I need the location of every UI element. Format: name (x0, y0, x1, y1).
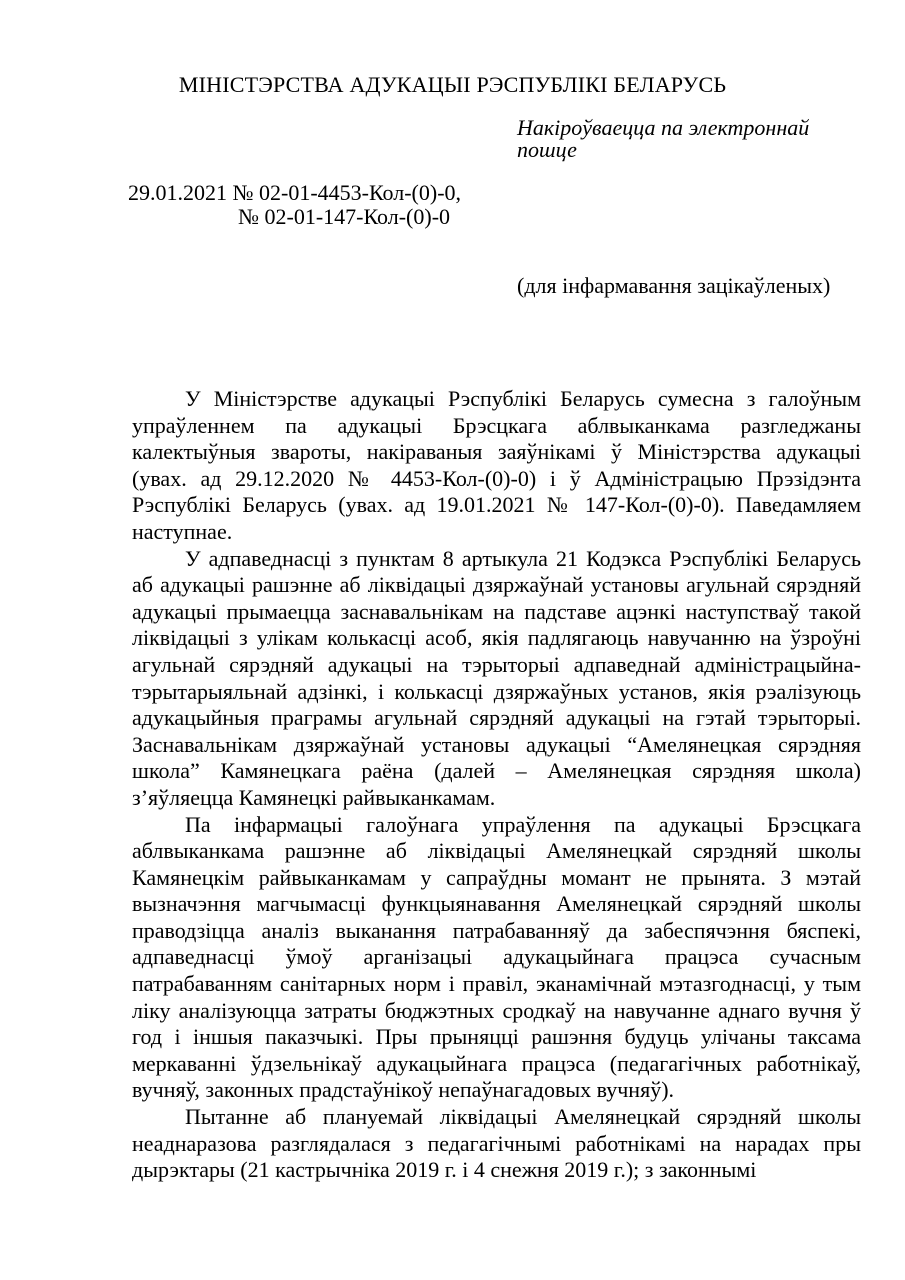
ministry-heading: МІНІСТЭРСТВА АДУКАЦЫІ РЭСПУБЛІКІ БЕЛАРУСЬ (178, 72, 727, 97)
addressee-note: (для інфармавання зацікаўленых) (517, 273, 831, 298)
body-paragraph: У Міністэрстве адукацыі Рэспублікі Беларусь сумесна з галоўным упраўленнем па адукацыі Брэсцкага аблвыканкама разгледжаны калектыўныя звароты, накіраваныя заяўнікамі ў Міністэрства адукацыі (увах. ад 29.12.2020 № 4453-Кол-(0)-0) і ў Адміністрацыю Прэзідэнта Рэспублікі Беларусь (увах. ад 19.01.2021 № 147-Кол-(0)-0). Паведамляем наступнае. (132, 386, 861, 544)
registration-number-2: № 02-01-147-Кол-(0)-0 (238, 204, 451, 229)
body-paragraph: Па інфармацыі галоўнага упраўлення па адукацыі Брэсцкага аблвыканкама рашэнне аб ліквідацыі Амелянецкай сярэдняй школы Камянецкім райвыканкамам у сапраўдны момант не прынята. З мэтай вызначэння магчымасці функцыянавання Амелянецкай сярэдняй школы праводзіцца аналіз выканання патрабаванняў да забеспячэння бяспекі, адпаведнасці ўмоў арганізацыі адукацыйнага працэса сучасным патрабаванням санітарных норм і правіл, эканамічнай мэтазгоднасці, у тым ліку аналізуюцца затраты бюджэтных сродкаў на навучанне аднаго вучня ў год і іншыя паказчыкі. Пры прыняцці рашэння будуць улічаны таксама меркаванні ўдзельнікаў адукацыйнага працэса (педагагічных работнікаў, вучняў, законных прадстаўнікоў непаўнагадовых вучняў). (132, 811, 861, 1103)
sent-note-line: Накіроўваецца па электроннай (517, 115, 810, 140)
body-paragraph: Пытанне аб плануемай ліквідацыі Амелянецкай сярэдняй школы неаднаразова разглядалася з педагагічнымі работнікамі на нарадах пры дырэктары (21 кастрычніка 2019 г. і 4 снежня 2019 г.); з законнымі (132, 1104, 861, 1183)
sent-note-line: пошце (517, 137, 577, 162)
sent-by-email-note (517, 117, 847, 161)
letter-body (132, 386, 861, 1184)
body-paragraph: У адпаведнасці з пунктам 8 артыкула 21 Кодэкса Рэспублікі Беларусь аб адукацыі рашэнне аб ліквідацыі дзяржаўнай установы агульнай сярэдняй адукацыі прымаецца заснавальнікам на падставе ацэнкі наступстваў такой ліквідацыі з улікам колькасці асоб, якія падлягаюць навучанню на ўзроўні агульнай сярэдняй адукацыі на тэрыторыі адпаведнай адміністрацыйна-тэрытарыяльнай адзінкі, і колькасці дзяржаўных установ, якія рэалізуюць адукацыйныя праграмы агульнай сярэдняй адукацыі на гэтай тэрыторыі. Заснавальнікам дзяржаўнай установы адукацыі “Амелянецкая сярэдняя школа” Камянецкага раёна (далей – Амелянецкая сярэдняя школа) з’яўляецца Камянецкі райвыканкамам. (132, 545, 861, 810)
registration-number: 29.01.2021 № 02-01-4453-Кол-(0)-0, (128, 180, 462, 205)
